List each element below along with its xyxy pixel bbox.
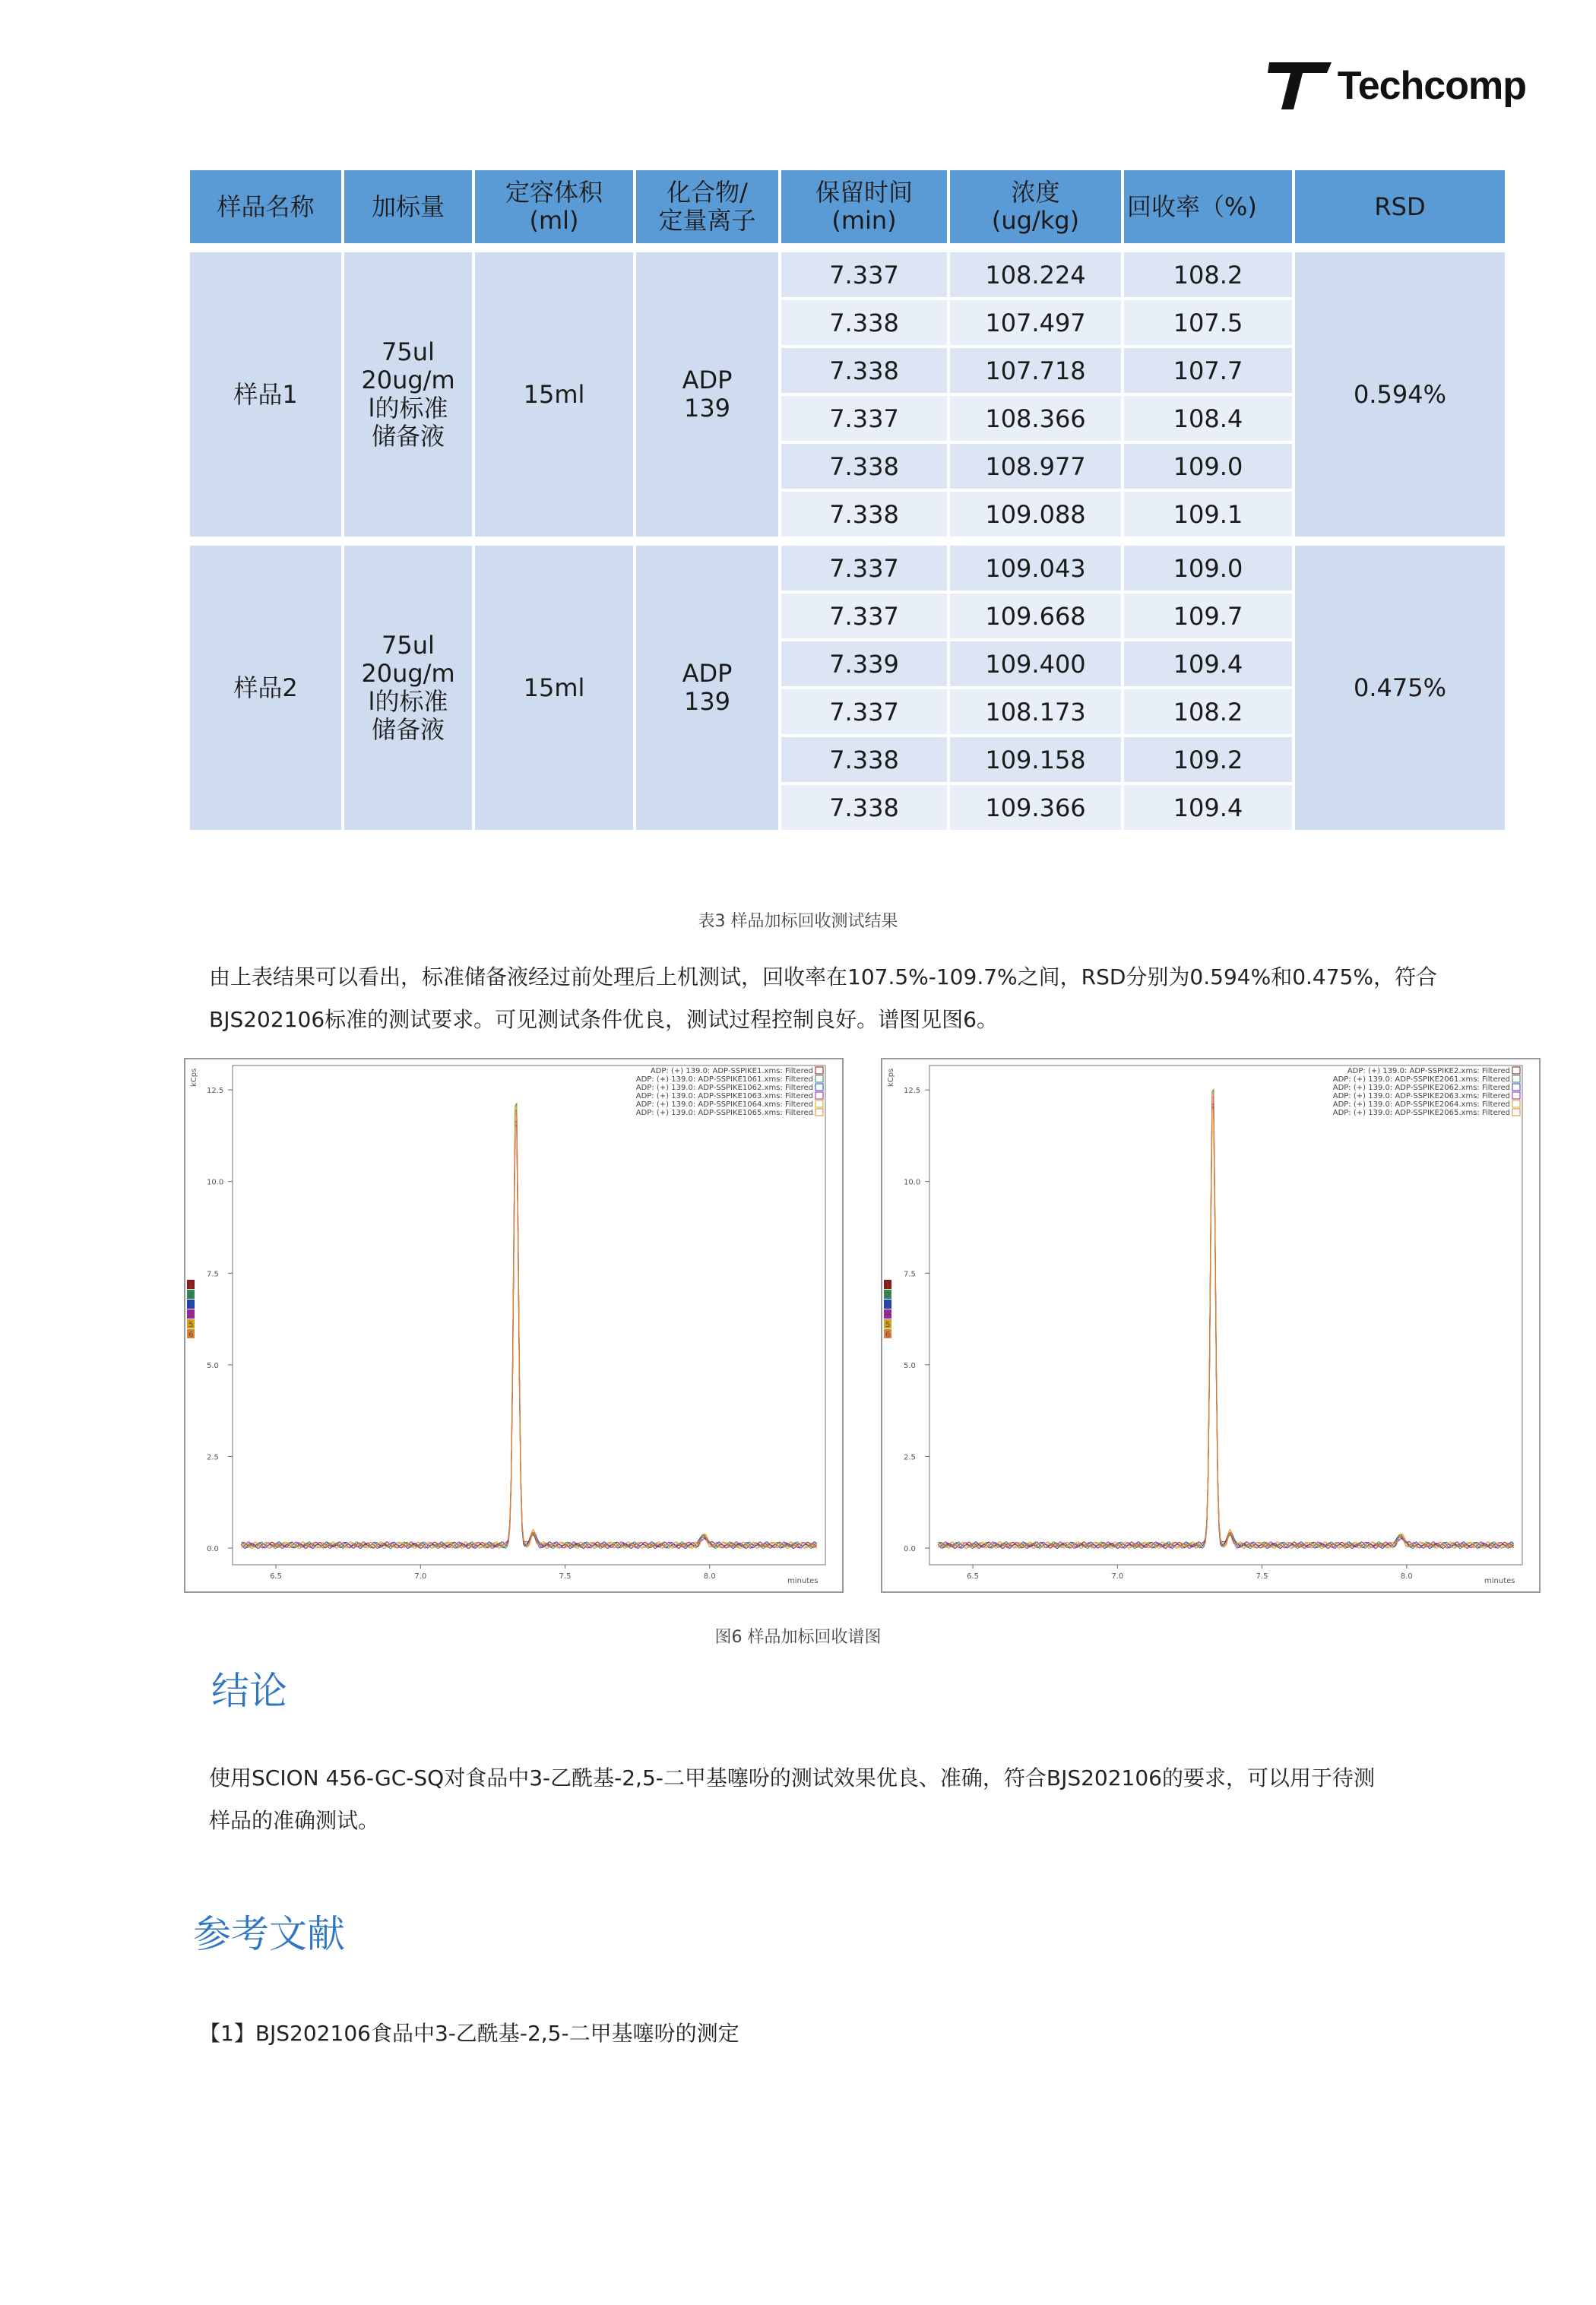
x-tick-label: 6.5 [270, 1572, 282, 1581]
retention-time-cell: 7.338 [780, 347, 948, 394]
channel-label: 3 [885, 1301, 891, 1309]
y-tick-label: 2.5 [904, 1453, 916, 1462]
concentration-cell: 107.718 [948, 347, 1123, 394]
trace-line [241, 1125, 816, 1548]
channel-label: 1 [885, 1281, 891, 1290]
brand-name: Techcomp [1337, 64, 1526, 108]
retention-time-cell: 7.338 [780, 784, 948, 831]
legend-swatch [1512, 1067, 1520, 1074]
recovery-cell: 108.2 [1123, 688, 1294, 736]
recovery-cell: 109.0 [1123, 442, 1294, 490]
recovery-cell: 109.4 [1123, 640, 1294, 688]
cell-line: RSD [1374, 192, 1426, 221]
trace-line [241, 1110, 816, 1549]
cell-line: 75ul [382, 337, 435, 367]
plot-frame [233, 1065, 825, 1565]
result-paragraph [209, 956, 1501, 1041]
legend-entry: ADP: (+) 139.0: ADP-SSPIKE2065.xms: Filtered [1332, 1109, 1510, 1117]
table-body [188, 245, 1506, 831]
sample-name-cell: 样品2 [188, 544, 343, 831]
x-tick-label: 8.0 [703, 1572, 716, 1581]
cell-line: (ug/kg) [991, 206, 1080, 235]
concentration-cell: 109.088 [948, 490, 1123, 538]
legend-swatch [1512, 1092, 1520, 1099]
legend-entry: ADP: (+) 139.0: ADP-SSPIKE2064.xms: Filtered [1332, 1100, 1510, 1109]
trace-line [938, 1107, 1513, 1549]
trace-line [938, 1092, 1513, 1548]
sample-name-cell: 样品1 [188, 251, 343, 538]
concentration-cell: 108.977 [948, 442, 1123, 490]
concentration-cell: 108.173 [948, 688, 1123, 736]
retention-time-cell: 7.337 [780, 251, 948, 299]
x-tick-label: 8.0 [1400, 1572, 1413, 1581]
column-header [635, 169, 780, 245]
y-tick-label: 0.0 [207, 1545, 219, 1553]
group-spacer-row [188, 538, 1506, 544]
column-header [473, 169, 635, 245]
legend-entry: ADP: (+) 139.0: ADP-SSPIKE1062.xms: Filtered [635, 1084, 813, 1092]
cell-line: 浓度 [1011, 178, 1060, 207]
reference-item-1: 【1】BJS202106食品中3-乙酰基-2,5-二甲基噻吩的测定 [199, 2021, 739, 2046]
rsd-cell: 0.475% [1294, 544, 1506, 831]
legend-entry: ADP: (+) 139.0: ADP-SSPIKE1065.xms: Filtered [635, 1109, 813, 1117]
retention-time-cell: 7.337 [780, 544, 948, 592]
cell-line: 139 [683, 394, 731, 423]
concentration-cell: 109.043 [948, 544, 1123, 592]
chromatogram-right-plot [882, 1059, 1539, 1591]
brand-logo [1268, 62, 1526, 109]
cell-line: 化合物/ [667, 178, 748, 207]
recovery-cell: 109.1 [1123, 490, 1294, 538]
conclusion-line-2: 样品的准确测试。 [209, 1808, 380, 1833]
legend-swatch [815, 1109, 823, 1116]
y-tick-label: 10.0 [207, 1178, 224, 1187]
y-tick-label: 12.5 [904, 1087, 921, 1096]
channel-label: 4 [188, 1311, 194, 1319]
legend-entry: ADP: (+) 139.0: ADP-SSPIKE1061.xms: Filtered [635, 1075, 813, 1084]
spike-amount-cell [343, 251, 473, 538]
conclusion-heading: 结论 [211, 1669, 287, 1713]
retention-time-cell: 7.338 [780, 490, 948, 538]
cell-line: 保留时间 [815, 178, 913, 207]
table-header-row [188, 169, 1506, 245]
recovery-cell: 109.2 [1123, 736, 1294, 784]
column-header [343, 169, 473, 245]
x-tick-label: 7.5 [559, 1572, 572, 1581]
concentration-cell: 107.497 [948, 299, 1123, 347]
y-tick-label: 10.0 [904, 1178, 921, 1187]
legend-entry: ADP: (+) 139.0: ADP-SSPIKE1.xms: Filtered [650, 1067, 813, 1075]
recovery-cell: 108.2 [1123, 251, 1294, 299]
legend-swatch [1512, 1084, 1520, 1091]
conclusion-paragraph [209, 1757, 1501, 1842]
legend-entry: ADP: (+) 139.0: ADP-SSPIKE2062.xms: Filtered [1332, 1084, 1510, 1092]
legend-entry: ADP: (+) 139.0: ADP-SSPIKE2.xms: Filtered [1347, 1067, 1510, 1075]
concentration-cell: 109.400 [948, 640, 1123, 688]
compound-cell [635, 251, 780, 538]
y-tick-label: 7.5 [207, 1270, 219, 1279]
channel-label: 5 [885, 1321, 891, 1329]
references-heading: 参考文献 [193, 1912, 345, 1956]
techcomp-logo-icon [1268, 62, 1332, 109]
trace-line [938, 1103, 1513, 1548]
legend-swatch [815, 1100, 823, 1107]
cell-line: 75ul [382, 631, 435, 660]
trace-line [938, 1097, 1513, 1548]
y-tick-label: 12.5 [207, 1087, 224, 1096]
channel-label: 4 [885, 1311, 891, 1319]
legend-swatch [815, 1075, 823, 1082]
retention-time-cell: 7.337 [780, 592, 948, 640]
column-header [948, 169, 1123, 245]
legend-swatch [1512, 1075, 1520, 1082]
legend-entry: ADP: (+) 139.0: ADP-SSPIKE2063.xms: Filtered [1332, 1092, 1510, 1100]
y-tick-label: 5.0 [207, 1361, 219, 1370]
trace-line [241, 1122, 816, 1549]
y-axis-unit: kCps [190, 1068, 198, 1087]
legend-swatch [1512, 1100, 1520, 1107]
chromatogram-right [881, 1058, 1541, 1593]
x-tick-label: 7.0 [414, 1572, 427, 1581]
retention-time-cell: 7.337 [780, 394, 948, 442]
cell-line: 20ug/m [361, 659, 455, 689]
recovery-cell: 108.4 [1123, 394, 1294, 442]
x-tick-label: 7.5 [1256, 1572, 1268, 1581]
trace-line [938, 1090, 1513, 1549]
cell-line: l的标准 [368, 394, 448, 423]
volume-cell: 15ml [473, 544, 635, 831]
result-paragraph-line-1: 由上表结果可以看出，标准储备液经过前处理后上机测试，回收率在107.5%-109.7%之间，RSD分别为0.594%和0.475%，符合 [209, 964, 1437, 989]
cell-line: 139 [683, 687, 731, 716]
retention-time-cell: 7.338 [780, 442, 948, 490]
x-tick-label: 7.0 [1111, 1572, 1124, 1581]
y-axis-unit: kCps [887, 1068, 895, 1087]
result-paragraph-line-2: BJS202106标准的测试要求。可见测试条件优良，测试过程控制良好。谱图见图6。 [209, 1007, 998, 1032]
figure-caption: 图6 样品加标回收谱图 [714, 1628, 882, 1647]
trace-line [241, 1103, 816, 1548]
channel-label: 2 [188, 1291, 194, 1300]
recovery-cell: 109.0 [1123, 544, 1294, 592]
channel-label: 3 [188, 1301, 194, 1309]
retention-time-cell: 7.338 [780, 736, 948, 784]
cell-line: 加标量 [371, 192, 445, 221]
concentration-cell: 109.668 [948, 592, 1123, 640]
table-caption: 表3 样品加标回收测试结果 [698, 912, 898, 931]
trace-line [938, 1110, 1513, 1549]
cell-line: ADP [682, 659, 733, 689]
concentration-cell: 109.366 [948, 784, 1123, 831]
legend-entry: ADP: (+) 139.0: ADP-SSPIKE2061.xms: Filtered [1332, 1075, 1510, 1084]
retention-time-cell: 7.339 [780, 640, 948, 688]
cell-line: (ml) [529, 206, 579, 235]
cell-line: 储备液 [371, 421, 445, 451]
channel-label: 5 [188, 1321, 194, 1329]
table-row [188, 251, 1506, 299]
channel-label: 6 [188, 1331, 194, 1339]
retention-time-cell: 7.338 [780, 299, 948, 347]
recovery-cell: 109.7 [1123, 592, 1294, 640]
x-axis-unit: minutes [787, 1577, 819, 1585]
rsd-cell: 0.594% [1294, 251, 1506, 538]
legend-swatch [815, 1084, 823, 1091]
column-header [780, 169, 948, 245]
cell-line: 定量离子 [658, 206, 756, 235]
y-tick-label: 7.5 [904, 1270, 916, 1279]
channel-label: 2 [885, 1291, 891, 1300]
conclusion-line-1: 使用SCION 456-GC-SQ对食品中3-乙酰基-2,5-二甲基噻吩的测试效果优良、准确，符合BJS202106的要求，可以用于待测 [209, 1765, 1375, 1790]
concentration-cell: 108.224 [948, 251, 1123, 299]
column-header [1294, 169, 1506, 245]
recovery-cell: 107.5 [1123, 299, 1294, 347]
channel-label: 6 [885, 1331, 891, 1339]
retention-time-cell: 7.337 [780, 688, 948, 736]
cell-line: l的标准 [368, 687, 448, 716]
chromatogram-left [184, 1058, 844, 1593]
spacer-cell [188, 245, 1506, 251]
y-tick-label: 2.5 [207, 1453, 219, 1462]
legend-swatch [1512, 1109, 1520, 1116]
spacer-cell [188, 538, 1506, 544]
group-spacer-row [188, 245, 1506, 251]
trace-line [241, 1113, 816, 1548]
recovery-cell: 109.4 [1123, 784, 1294, 831]
cell-line: (min) [831, 206, 897, 235]
y-tick-label: 0.0 [904, 1545, 916, 1553]
y-tick-label: 5.0 [904, 1361, 916, 1370]
concentration-cell: 109.158 [948, 736, 1123, 784]
recovery-results-table [187, 167, 1508, 833]
chromatogram-left-plot [185, 1059, 842, 1591]
legend-swatch [815, 1067, 823, 1074]
cell-line: 样品名称 [217, 192, 315, 221]
cell-line: 20ug/m [361, 366, 455, 395]
concentration-cell: 108.366 [948, 394, 1123, 442]
plot-frame [929, 1065, 1522, 1565]
table-row [188, 544, 1506, 592]
column-header [1123, 169, 1294, 245]
cell-line: 回收率（%) [1127, 192, 1257, 221]
x-tick-label: 6.5 [967, 1572, 979, 1581]
x-axis-unit: minutes [1484, 1577, 1515, 1585]
cell-line: ADP [682, 366, 733, 395]
legend-entry: ADP: (+) 139.0: ADP-SSPIKE1064.xms: Filtered [635, 1100, 813, 1109]
trace-line [241, 1106, 816, 1548]
legend-entry: ADP: (+) 139.0: ADP-SSPIKE1063.xms: Filtered [635, 1092, 813, 1100]
recovery-cell: 107.7 [1123, 347, 1294, 394]
cell-line: 定容体积 [505, 178, 603, 207]
spike-amount-cell [343, 544, 473, 831]
legend-swatch [815, 1092, 823, 1099]
channel-label: 1 [188, 1281, 194, 1290]
cell-line: 储备液 [371, 714, 445, 744]
column-header [188, 169, 343, 245]
volume-cell: 15ml [473, 251, 635, 538]
compound-cell [635, 544, 780, 831]
